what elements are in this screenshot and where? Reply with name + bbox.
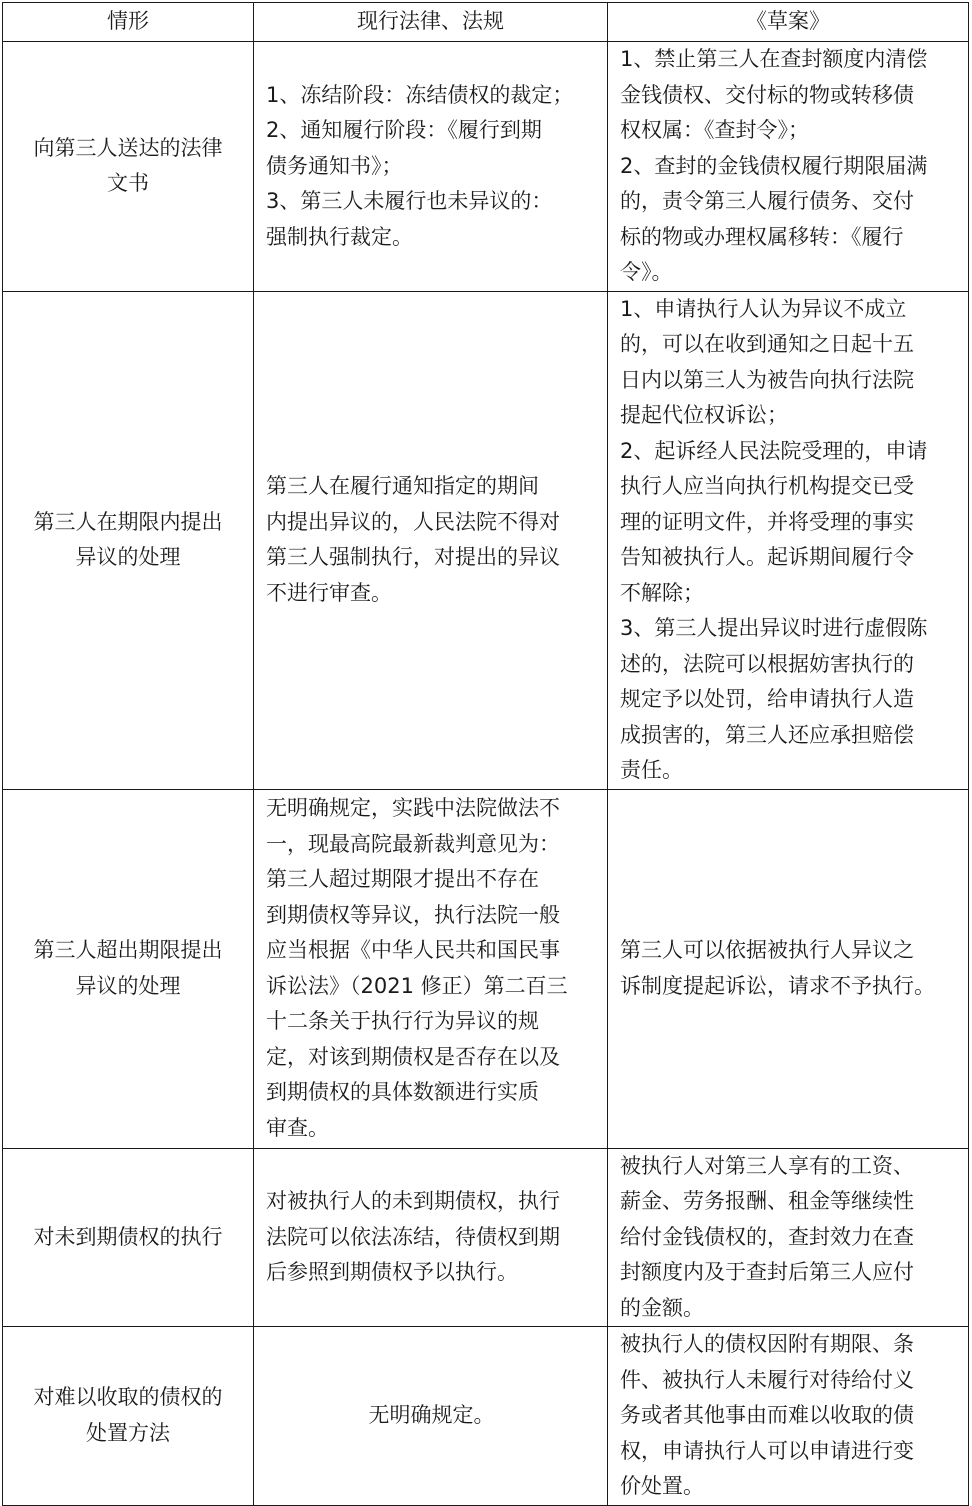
cell-line: 对未到期债权的执行 bbox=[33, 1224, 223, 1249]
cell-line: 价处置。 bbox=[620, 1474, 704, 1498]
header-situation: 情形 bbox=[3, 3, 254, 42]
cell-line: 务或者其他事由而难以收取的债 bbox=[620, 1403, 914, 1427]
cell-line: 标的物或办理权属移转：《履行 bbox=[620, 224, 904, 249]
cell-line: 告知被执行人。起诉期间履行令 bbox=[620, 545, 914, 569]
cell-line: 强制执行裁定。 bbox=[266, 224, 413, 249]
cell-line: 后参照到期债权予以执行。 bbox=[266, 1260, 518, 1284]
table-row bbox=[3, 291, 969, 789]
cell-line: 第三人超过期限才提出不存在 bbox=[266, 867, 539, 891]
header-row bbox=[3, 3, 969, 42]
cell-line: 不解除； bbox=[620, 580, 704, 605]
cell-line: 的，责令第三人履行债务、交付 bbox=[620, 189, 914, 213]
current-law-cell bbox=[254, 42, 608, 292]
cell-line: 诉讼法》（2021 修正）第二百三 bbox=[266, 973, 568, 998]
draft-cell bbox=[608, 1327, 969, 1506]
cell-line: 法院可以依法冻结，待债权到期 bbox=[266, 1224, 560, 1249]
cell-line: 执行人应当向执行机构提交已受 bbox=[620, 474, 914, 498]
cell-line: 向第三人送达的法律 bbox=[33, 135, 223, 160]
cell-line: 第三人在履行通知指定的期间 bbox=[266, 474, 539, 498]
draft-cell bbox=[608, 789, 969, 1148]
cell-line: 给付金钱债权的，查封效力在查 bbox=[620, 1224, 914, 1249]
table-row bbox=[3, 1327, 969, 1506]
cell-line: 成损害的，第三人还应承担赔偿 bbox=[620, 722, 914, 747]
draft-cell bbox=[608, 42, 969, 292]
cell-line: 第三人在期限内提出 bbox=[33, 509, 223, 534]
cell-line: 薪金、劳务报酬、租金等继续性 bbox=[620, 1189, 914, 1213]
cell-line: 述的，法院可以根据妨害执行的 bbox=[620, 651, 914, 676]
cell-line: 1、冻结阶段：冻结债权的裁定； bbox=[266, 82, 574, 107]
cell-line: 一，现最高院最新裁判意见为： bbox=[266, 831, 560, 856]
cell-line: 文书 bbox=[107, 171, 149, 196]
cell-line: 的，可以在收到通知之日起十五 bbox=[620, 332, 914, 356]
situation-cell bbox=[3, 1327, 254, 1506]
cell-line: 的金额。 bbox=[620, 1295, 704, 1320]
current-law-cell bbox=[254, 1327, 608, 1506]
cell-line: 责任。 bbox=[620, 758, 683, 782]
cell-line: 1、禁止第三人在查封额度内清偿 bbox=[620, 47, 928, 71]
header-current-law: 现行法律、法规 bbox=[254, 3, 608, 42]
cell-line: 到期债权的具体数额进行实质 bbox=[266, 1080, 539, 1104]
cell-line: 金钱债权、交付标的物或转移债 bbox=[620, 82, 914, 107]
draft-cell bbox=[608, 1148, 969, 1327]
cell-line: 异议的处理 bbox=[75, 545, 181, 569]
situation-cell bbox=[3, 291, 254, 789]
cell-line: 第三人可以依据被执行人异议之 bbox=[620, 938, 914, 962]
cell-line: 理的证明文件，并将受理的事实 bbox=[620, 509, 914, 534]
cell-line: 处置方法 bbox=[86, 1420, 170, 1445]
cell-line: 件、被执行人未履行对待给付义 bbox=[620, 1367, 914, 1392]
cell-line: 权权属：《查封令》； bbox=[620, 118, 809, 142]
cell-line: 第三人强制执行，对提出的异议 bbox=[266, 545, 560, 569]
cell-line: 对难以收取的债权的 bbox=[33, 1385, 223, 1410]
cell-line: 2、查封的金钱债权履行期限届满 bbox=[620, 153, 928, 178]
cell-line: 对被执行人的未到期债权，执行 bbox=[266, 1189, 560, 1213]
table-row bbox=[3, 1148, 969, 1327]
cell-line: 2、起诉经人民法院受理的，申请 bbox=[620, 438, 928, 463]
current-law-cell bbox=[254, 1148, 608, 1327]
situation-cell bbox=[3, 42, 254, 292]
cell-line: 十二条关于执行行为异议的规 bbox=[266, 1009, 539, 1033]
current-law-cell bbox=[254, 291, 608, 789]
cell-line: 被执行人的债权因附有期限、条 bbox=[620, 1332, 914, 1356]
table-row bbox=[3, 789, 969, 1148]
cell-line: 3、第三人未履行也未异议的： bbox=[266, 189, 553, 213]
cell-line: 1、申请执行人认为异议不成立 bbox=[620, 296, 907, 321]
cell-line: 2、通知履行阶段：《履行到期 bbox=[266, 118, 542, 142]
situation-cell bbox=[3, 1148, 254, 1327]
cell-line: 日内以第三人为被告向执行法院 bbox=[620, 367, 914, 392]
header-draft: 《草案》 bbox=[608, 3, 969, 42]
cell-line: 权，申请执行人可以申请进行变 bbox=[620, 1438, 914, 1463]
cell-line: 封额度内及于查封后第三人应付 bbox=[620, 1260, 914, 1284]
cell-line: 规定予以处罚，给申请执行人造 bbox=[620, 687, 914, 711]
cell-line: 应当根据《中华人民共和国民事 bbox=[266, 938, 560, 962]
cell-line: 无明确规定。 bbox=[368, 1403, 495, 1427]
cell-line: 到期债权等异议，执行法院一般 bbox=[266, 902, 560, 927]
situation-cell bbox=[3, 789, 254, 1148]
cell-line: 债务通知书》； bbox=[266, 153, 403, 178]
table-row bbox=[3, 42, 969, 292]
cell-line: 不进行审查。 bbox=[266, 580, 392, 605]
cell-line: 第三人超出期限提出 bbox=[33, 938, 223, 962]
cell-line: 令》。 bbox=[620, 260, 673, 284]
cell-line: 异议的处理 bbox=[75, 973, 181, 998]
cell-line: 无明确规定，实践中法院做法不 bbox=[266, 796, 560, 820]
cell-line: 定，对该到期债权是否存在以及 bbox=[266, 1044, 560, 1069]
current-law-cell bbox=[254, 789, 608, 1148]
cell-line: 3、第三人提出异议时进行虚假陈 bbox=[620, 616, 928, 640]
cell-line: 审查。 bbox=[266, 1115, 329, 1140]
cell-line: 诉制度提起诉讼，请求不予执行。 bbox=[620, 973, 935, 998]
cell-line: 提起代位权诉讼； bbox=[620, 403, 788, 427]
cell-line: 内提出异议的，人民法院不得对 bbox=[266, 509, 560, 534]
comparison-table bbox=[2, 2, 969, 1506]
draft-cell bbox=[608, 291, 969, 789]
cell-line: 被执行人对第三人享有的工资、 bbox=[620, 1153, 914, 1178]
